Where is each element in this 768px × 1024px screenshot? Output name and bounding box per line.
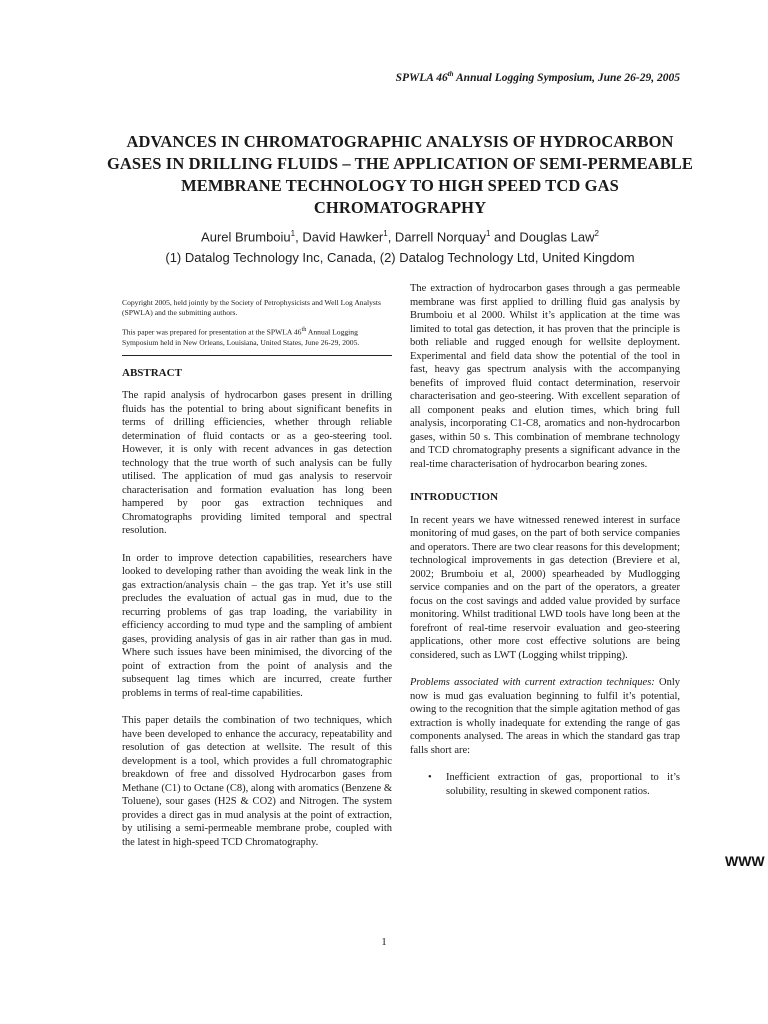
presentation-notice bbox=[122, 325, 392, 348]
presentation-notice-part1: This paper was prepared for presentation at the SPWLA 46 bbox=[122, 327, 302, 337]
abstract-paragraph-1: The rapid analysis of hydrocarbon gases present in drilling fluids has the potential to bring about significant benefits in terms of drilling efficiencies, whether through reliable determination of fluid contacts or as a geo-steering tool. However, it is only with recent advances in gas detection technology that the true worth of such analysis can be fully utilised. The application of mud gas analysis to reservoir characterisation and formation evaluation has long been hampered by poor gas extraction techniques and Chromatographs providing limited temporal and spectral resolution. bbox=[122, 390, 392, 537]
problems-subheading: Problems associated with current extraction techniques: bbox=[410, 677, 655, 688]
abstract-paragraph-2: In order to improve detection capabilities, researchers have looked to developing rather than avoiding the weak link in the gas extraction/analysis chain – the gas trap. Yet it’s use still precludes the evaluation of actual gas in mud, due to the recurring problems of gas trap loading, the variability in efficiency according to mud type and the sampling of ambient gases, providing analysis of gas in air rather than gas in mud. Where such issues have been minimised, the divorcing of the point of extraction from the point of analysis and the subsequent lag times which are incurred, create further problems in terms of real-time capabilities. bbox=[122, 552, 392, 699]
author-3: , Darrell Norquay bbox=[387, 229, 486, 245]
author-list bbox=[100, 223, 700, 247]
bullet-icon: • bbox=[428, 772, 432, 783]
paper-title: ADVANCES IN CHROMATOGRAPHIC ANALYSIS OF HYDROCARBON GASES IN DRILLING FLUIDS – THE APPLICATION OF SEMI-PERMEABLE MEMBRANE TECHNOLOGY TO HIGH SPEED TCD GAS CHROMATOGRAPHY bbox=[106, 132, 694, 217]
introduction-paragraph-1: In recent years we have witnessed renewed interest in surface monitoring of mud gases, on the part of both service companies and operators. There are two clear reasons for this development; technological improvements in gas detection (Breviere et al, 2002; Brumboiu et al, 2000) spearheaded by Mudlogging service companies and on the part of the operators, a greater focus on the cost savings and added value provided by surface monitoring. Whilst traditional LWD tools have long been at the forefront of real-time reservoir evaluation and geo-steering applications, other more cost effective solutions are being considered, such as LWT (Logging whilst tripping). bbox=[410, 514, 680, 661]
abstract-heading: ABSTRACT bbox=[122, 366, 182, 379]
author-block bbox=[100, 223, 700, 268]
author-1-affiliation: 1 bbox=[290, 229, 296, 238]
header-suffix: Annual Logging Symposium, June 26-29, 2005 bbox=[453, 71, 680, 84]
abstract-paragraph-3: This paper details the combination of two techniques, which have been developed to enhance the accuracy, repeatability and resolution of gas detection at wellsite. The result of this development is a tool, which provides a full chromatographic breakdown of free and dissolved Hydrocarbon gases from Methane (C1) to Octane (C8), along with aromatics (Benzene & Toluene), sour gases (H2S & CO2) and Nitrogen. The system provides a direct gas in mud analysis at the point of extraction, by utilising a semi-permeable membrane probe, coupled with the latest in high-speed TCD Chromatography. bbox=[122, 715, 392, 848]
list-item bbox=[428, 771, 680, 798]
header-prefix: SPWLA 46 bbox=[395, 71, 448, 84]
page-number: 1 bbox=[381, 936, 387, 948]
divider-rule bbox=[122, 355, 392, 356]
running-header bbox=[380, 70, 680, 84]
introduction-heading: INTRODUCTION bbox=[410, 491, 499, 503]
author-3-affiliation: 1 bbox=[485, 229, 491, 238]
author-4: and Douglas Law bbox=[490, 229, 595, 245]
bullet-text: Inefficient extraction of gas, proportional to it’s solubility, resulting in skewed component ratios. bbox=[446, 772, 680, 797]
problems-text: Only now is mud gas evaluation beginning to fulfil it’s potential, owing to the recognition that the simple agitation method of gas extraction is wholly inadequate for extending the range of gas components analysed. The areas in which the standard gas trap falls short are: bbox=[410, 677, 681, 756]
affiliations: (1) Datalog Technology Inc, Canada, (2) Datalog Technology Ltd, United Kingdom bbox=[165, 250, 635, 266]
abstract-paragraph-4: The extraction of hydrocarbon gases through a gas permeable membrane was first applied to drilling fluid gas analysis by Brumboiu et al 2000. Whilst it’s application at the time was limited to total gas detection, it has proven that the principle is both reliable and rugged enough for wellsite deployment. Experimental and field data show the potential of the tool in fast, heavy gas spectrum analysis with the accompanying benefits of improved fluid contact determination, reservoir characterisation and geo-steering. With excellent separation of all component peaks and elution times, which bring full analysis, incorporating C1-C8, aromatics and non-hydrocarbon gases, within 50 s. This combination of membrane technology and TCD chromatography presents a significant advance in the real-time characterisation of hydrocarbon bearing zones. bbox=[410, 283, 680, 470]
introduction-paragraph-2 bbox=[410, 676, 680, 757]
header-superscript: th bbox=[447, 70, 454, 78]
presentation-notice-superscript: th bbox=[301, 326, 307, 333]
copyright-notice: Copyright 2005, held jointly by the Society of Petrophysicists and Well Log Analysts (SPWLA) and the submitting authors. bbox=[122, 298, 381, 317]
author-1: Aurel Brumboiu bbox=[201, 229, 291, 245]
author-2-affiliation: 1 bbox=[383, 229, 388, 238]
presentation-notice-part2: Annual Logging Symposium held in New Orleans, Louisiana, United States, June 26-29, 2005. bbox=[122, 327, 360, 347]
author-4-affiliation: 2 bbox=[594, 229, 599, 238]
right-column bbox=[410, 282, 680, 798]
watermark: WWW bbox=[725, 853, 765, 869]
author-2: , David Hawker bbox=[295, 229, 384, 245]
left-column bbox=[122, 298, 392, 863]
bullet-list bbox=[428, 771, 680, 798]
